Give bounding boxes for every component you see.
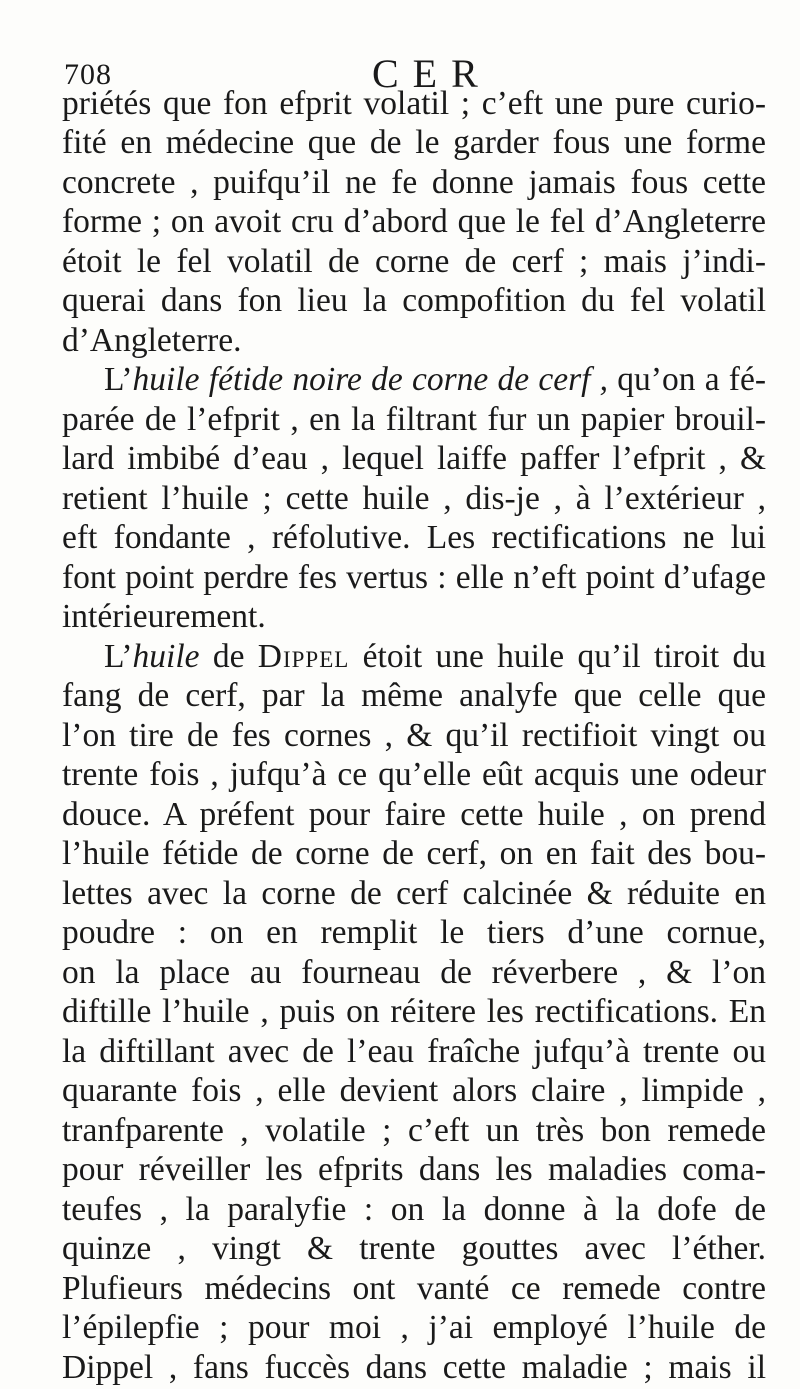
text-line: priétés que fon efprit volatil ; c’eft une pure curio- bbox=[62, 85, 766, 122]
text-line: retient l’huile ; cette huile , dis-je , à l’extérieur , bbox=[62, 480, 766, 517]
italic-term: huile fétide noire de corne de cerf , bbox=[132, 361, 609, 398]
small-caps-name: Dippel bbox=[257, 638, 350, 675]
text-line: teufes , la paralyfie : on la donne à la dofe de bbox=[62, 1191, 766, 1228]
italic-term: huile bbox=[132, 638, 200, 675]
text-line: diftille l’huile , puis on réitere les rectifications. En bbox=[62, 993, 766, 1030]
text-line: querai dans fon lieu la compofition du fel volatil bbox=[62, 282, 766, 319]
text-line: font point perdre fes vertus : elle n’eft point d’ufage bbox=[62, 559, 766, 596]
text-line: intérieurement. bbox=[62, 598, 266, 635]
text-line: étoit le fel volatil de corne de cerf ; mais j’indi- bbox=[62, 243, 766, 280]
text-line: lard imbibé d’eau , lequel laiffe paffer l’efprit , & bbox=[62, 440, 766, 477]
text-line: douce. A préfent pour faire cette huile , on prend bbox=[62, 796, 766, 833]
text-line: concrete , puifqu’il ne fe donne jamais fous cette bbox=[62, 164, 766, 201]
text-line: l’on tire de fes cornes , & qu’il rectifioit vingt ou bbox=[62, 717, 766, 754]
line-mid: de bbox=[199, 638, 258, 675]
line-rest: étoit une huile qu’il tiroit du bbox=[349, 638, 766, 675]
text-line: fang de cerf, par la même analyfe que celle que bbox=[62, 677, 766, 714]
text-line: l’huile fétide de corne de cerf, on en fait des bou- bbox=[62, 835, 766, 872]
text-line: eft fondante , réfolutive. Les rectifications ne lui bbox=[62, 519, 766, 556]
text-line: l’épilepfie ; pour moi , j’ai employé l’huile de bbox=[62, 1309, 766, 1346]
text-line: tranfparente , volatile ; c’eft un très bon remede bbox=[62, 1112, 766, 1149]
text-line: trente fois , jufqu’à ce qu’elle eût acquis une odeur bbox=[62, 756, 766, 793]
line-lead: L’ bbox=[104, 361, 133, 398]
text-line: Dippel , fans fuccès dans cette maladie ; mais il bbox=[62, 1349, 766, 1386]
text-line: quarante fois , elle devient alors claire , limpide , bbox=[62, 1072, 766, 1109]
line-rest: qu’on a fé- bbox=[608, 361, 766, 398]
text-line: parée de l’efprit , en la filtrant fur un papier brouil- bbox=[62, 401, 766, 438]
line-lead: L’ bbox=[104, 638, 133, 675]
text-line: fité en médecine que de le garder fous une forme bbox=[62, 124, 766, 161]
text-line: on la place au fourneau de réverbere , & l’on bbox=[62, 954, 766, 991]
text-line: lettes avec la corne de cerf calcinée & réduite en bbox=[62, 875, 766, 912]
text-line: forme ; on avoit cru d’abord que le fel d’Angleterre bbox=[62, 203, 766, 240]
text-line: la diftillant avec de l’eau fraîche jufqu’à trente ou bbox=[62, 1033, 766, 1070]
text-line: d’Angleterre. bbox=[62, 322, 242, 359]
text-line bbox=[104, 360, 766, 400]
text-line: poudre : on en remplit le tiers d’une cornue, bbox=[62, 914, 766, 951]
text-line: quinze , vingt & trente gouttes avec l’éther. bbox=[62, 1230, 766, 1267]
text-line: pour réveiller les efprits dans les maladies coma- bbox=[62, 1151, 766, 1188]
text-line bbox=[104, 637, 766, 677]
page-number: 708 bbox=[64, 58, 112, 91]
text-line: Plufieurs médecins ont vanté ce remede contre bbox=[62, 1270, 766, 1307]
running-head: CER bbox=[372, 51, 492, 96]
